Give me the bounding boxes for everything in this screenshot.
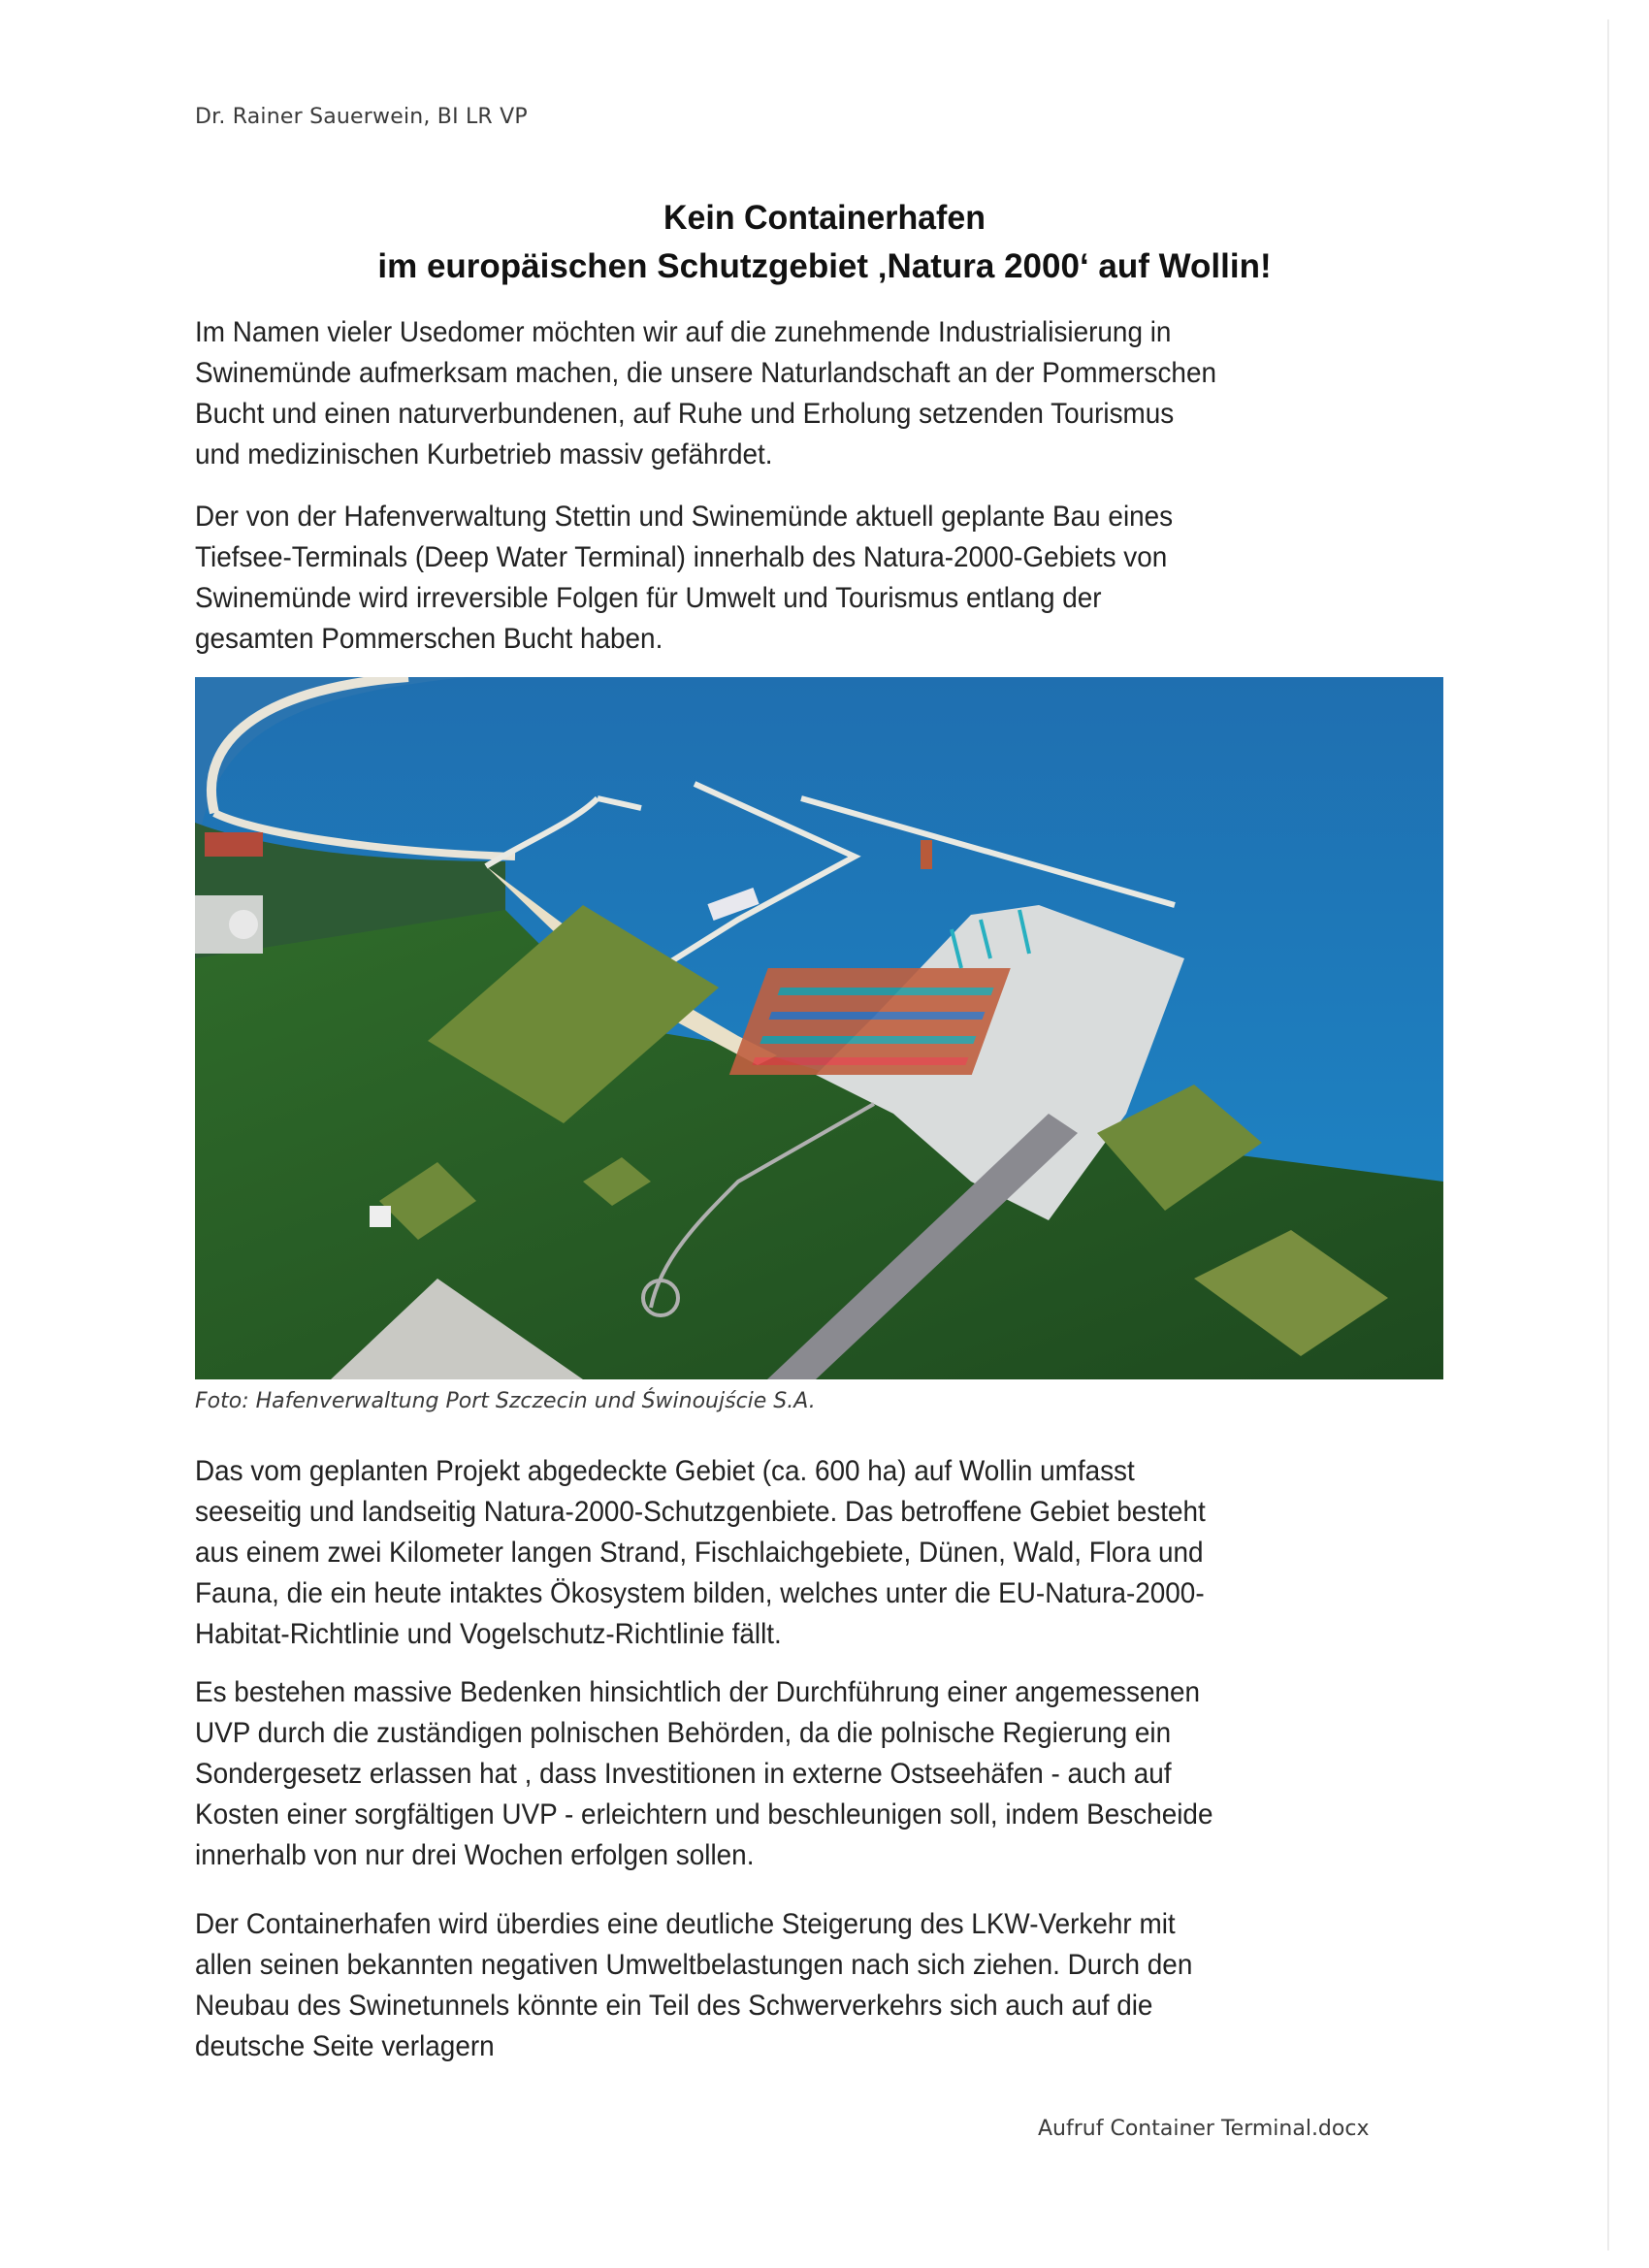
text-line: Tiefsee-Terminals (Deep Water Terminal) innerhalb des Natura-2000-Gebiets von	[195, 541, 1168, 573]
text-line: Im Namen vieler Usedomer möchten wir auf die zunehmende Industrialisierung in	[195, 316, 1172, 348]
title-line-2: im europäischen Schutzgebiet ‚Natura 2000‘ auf Wollin!	[377, 247, 1272, 285]
footer-filename: Aufruf Container Terminal.docx	[1038, 2117, 1370, 2141]
text-line: Sondergesetz erlassen hat , dass Investitionen in externe Ostseehäfen - auch auf	[195, 1758, 1172, 1790]
text-line: innerhalb von nur drei Wochen erfolgen sollen.	[195, 1839, 755, 1871]
text-line: Fauna, die ein heute intaktes Ökosystem bilden, welches unter die EU-Natura-2000-	[195, 1577, 1205, 1609]
text-line: Der von der Hafenverwaltung Stettin und Swinemünde aktuell geplante Bau eines	[195, 501, 1174, 533]
text-line: Swinemünde aufmerksam machen, die unsere Naturlandschaft an der Pommerschen	[195, 357, 1216, 389]
text-line: Bucht und einen naturverbundenen, auf Ruhe und Erholung setzenden Tourismus	[195, 398, 1175, 430]
paragraph-terminal-plan	[195, 497, 1475, 660]
scan-edge-line	[1607, 19, 1609, 2251]
text-line: UVP durch die zuständigen polnischen Behörden, da die polnische Regierung ein	[195, 1717, 1172, 1749]
text-line: Der Containerhafen wird überdies eine deutliche Steigerung des LKW-Verkehr mit	[195, 1908, 1176, 1940]
paragraph-truck-traffic	[195, 1904, 1475, 2067]
photo-caption: Foto: Hafenverwaltung Port Szczecin und Świnoujście S.A.	[195, 1389, 816, 1413]
text-line: allen seinen bekannten negativen Umweltbelastungen nach sich ziehen. Durch den	[195, 1949, 1193, 1981]
text-line: und medizinischen Kurbetrieb massiv gefährdet.	[195, 438, 773, 470]
text-line: Kosten einer sorgfältigen UVP - erleichtern und beschleunigen soll, indem Bescheide	[195, 1798, 1213, 1831]
text-line: Neubau des Swinetunnels könnte ein Teil des Schwerverkehrs sich auch auf die	[195, 1990, 1153, 2022]
author-line: Dr. Rainer Sauerwein, BI LR VP	[195, 105, 528, 129]
text-line: Habitat-Richtlinie und Vogelschutz-Richtlinie fällt.	[195, 1618, 782, 1650]
paragraph-affected-area	[195, 1451, 1475, 1655]
text-line: aus einem zwei Kilometer langen Strand, Fischlaichgebiete, Dünen, Wald, Flora und	[195, 1537, 1204, 1569]
text-line: Swinemünde wird irreversible Folgen für Umwelt und Tourismus entlang der	[195, 582, 1102, 614]
title-line-1: Kein Containerhafen	[663, 199, 986, 237]
text-line: deutsche Seite verlagern	[195, 2030, 495, 2062]
text-line: gesamten Pommerschen Bucht haben.	[195, 623, 663, 655]
aerial-port-illustration	[195, 677, 1443, 1379]
paragraph-uvp-concerns	[195, 1672, 1475, 1876]
document-title	[175, 194, 1474, 291]
text-line: Das vom geplanten Projekt abgedeckte Gebiet (ca. 600 ha) auf Wollin umfasst	[195, 1455, 1135, 1487]
aerial-photo	[195, 677, 1443, 1379]
paragraph-intro	[195, 312, 1475, 475]
text-line: seeseitig und landseitig Natura-2000-Schutzgenbiete. Das betroffene Gebiet besteht	[195, 1496, 1206, 1528]
text-line: Es bestehen massive Bedenken hinsichtlich der Durchführung einer angemessenen	[195, 1676, 1201, 1708]
